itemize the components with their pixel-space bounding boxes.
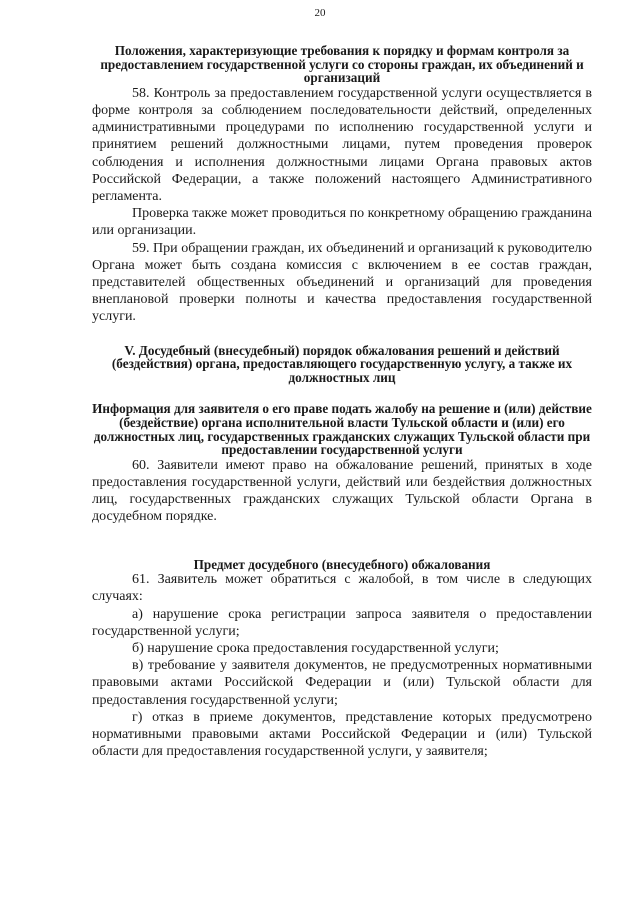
- section-heading-control: Положения, характеризующие требования к порядку и формам контроля за предоставлением государственной услуги со стороны граждан, их объединений и организаций: [100, 43, 584, 86]
- list-item-v: в) требование у заявителя документов, не предусмотренных нормативными правовыми актами Российской Федерации и (или) Тульской области для предоставления государственной услуги;: [92, 658, 592, 708]
- paragraph-60: 60. Заявители имеют право на обжалование решений, принятых в ходе предоставления государственной услуги, действий или бездействия должностных лиц, государственных гражданских служащих Тульской области Органа в досудебном порядке.: [92, 457, 592, 525]
- subsection-heading-subject-of-appeal: Предмет досудебного (внесудебного) обжалования: [193, 556, 491, 572]
- page-number: 20: [314, 7, 326, 19]
- list-item-b: б) нарушение срока предоставления государственной услуги;: [132, 641, 499, 656]
- paragraph-61: 61. Заявитель может обратиться с жалобой, в том числе в следующих случаях:: [92, 572, 592, 605]
- paragraph-58-continuation: Проверка также может проводиться по конкретному обращению гражданина или организации.: [92, 206, 592, 239]
- subsection-heading-right-to-complain: Информация для заявителя о его праве подать жалобу на решение и (или) действие (бездействие) органа исполнительной власти Тульской области и (или) его должностных лиц, государственных гражданских служащих Тульской области при предоставлении государственной услуги: [92, 401, 592, 458]
- list-item-a: а) нарушение срока регистрации запроса заявителя о предоставлении государственной услуги;: [92, 606, 592, 639]
- paragraph-59: 59. При обращении граждан, их объединений и организаций к руководителю Органа может быть создана комиссия с включением в ее состав граждан, представителей общественных объединений и организаций для проведения внеплановой проверки полноты и качества предоставления государственной услуги.: [92, 240, 592, 325]
- section-heading-appeal: V. Досудебный (внесудебный) порядок обжалования решений и действий (бездействия) органа, предоставляющего государственную услугу, а также их должностных лиц: [111, 342, 573, 385]
- paragraph-58: 58. Контроль за предоставлением государственной услуги осуществляется в форме контроля за соблюдением последовательности действий, определенных административными процедурами по исполнению государственной услуги и принятием решений должностными лицами, путем проведения проверок соблюдения и исполнения должностными лицами Органа правовых актов Российской Федерации, а также положений настоящего Административного регламента.: [92, 85, 592, 204]
- list-item-g: г) отказ в приеме документов, представление которых предусмотрено нормативными правовыми актами Российской Федерации и (или) Тульской области для предоставления государственной услуги, у заявителя;: [92, 709, 592, 760]
- document-body: [92, 44, 592, 760]
